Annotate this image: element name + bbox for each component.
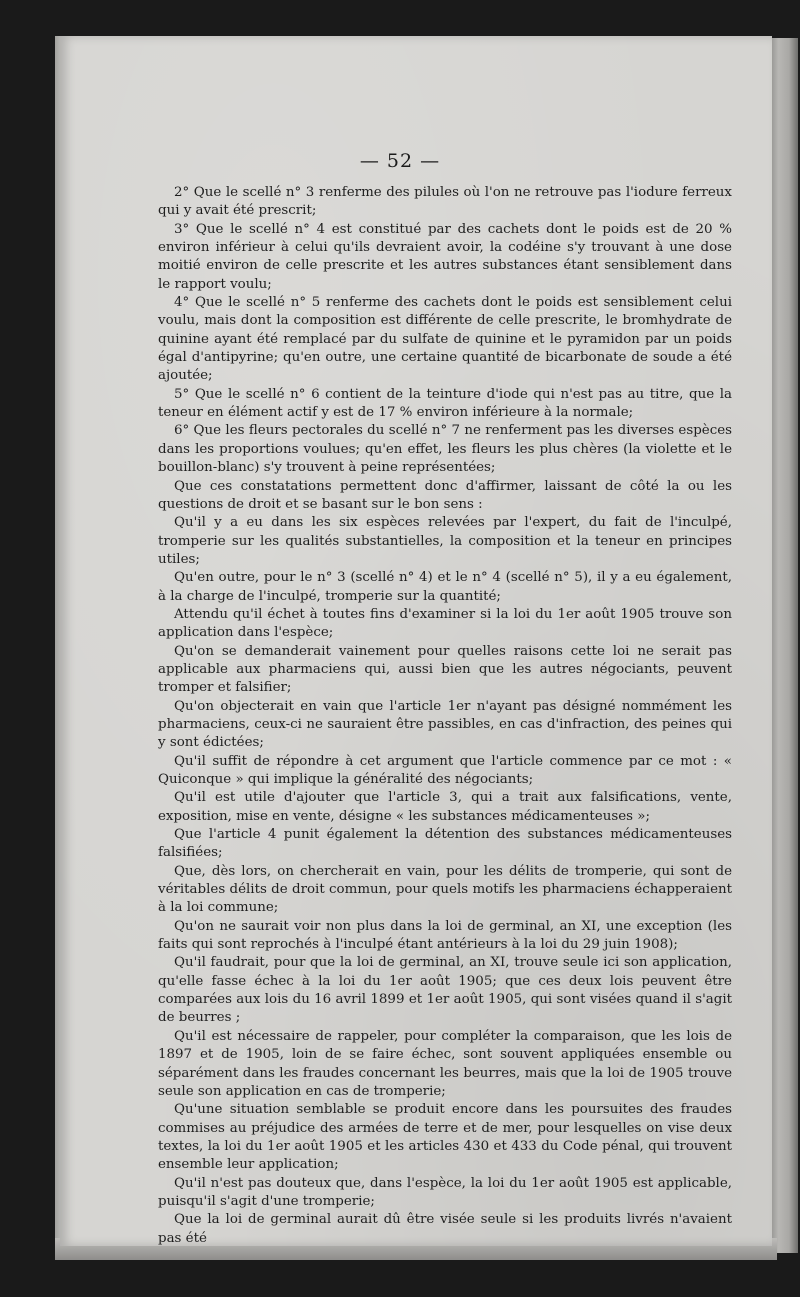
paragraph: Qu'en outre, pour le n° 3 (scellé n° 4) et le n° 4 (scellé n° 5), il y a eu également, à la charge de l'inculpé, tromperie sur la quantité; — [158, 570, 732, 604]
page-edge-right — [768, 38, 798, 1253]
paragraph: 3° Que le scellé n° 4 est constitué par des cachets dont le poids est de 20 % environ inférieur à celui qu'ils devraient avoir, la codéine s'y trouvant à une dose moitié environ de celle prescrite et les autres substances étant sensiblement dans le rapport voulu; — [158, 221, 732, 292]
paragraph: 4° Que le scellé n° 5 renferme des cachets dont le poids est sensiblement celui voulu, mais dont la composition est différente de celle prescrite, le bromhydrate de quinine ayant été remplacé par du sulfate de quinine et le pyramidon par un poids égal d'antipyrine; qu'en outre, une certaine quantité de bicarbonate de soude a été ajoutée; — [158, 295, 732, 384]
paragraph: Qu'il n'est pas douteux que, dans l'espèce, la loi du 1er août 1905 est applicable, puisqu'il s'agit d'une tromperie; — [158, 1175, 732, 1209]
paragraph: Qu'on se demanderait vainement pour quelles raisons cette loi ne serait pas applicable aux pharmaciens qui, aussi bien que les autres négociants, peuvent tromper et falsifier; — [158, 643, 732, 696]
paragraph: Qu'il suffit de répondre à cet argument que l'article commence par ce mot : « Quiconque » qui implique la généralité des négociants; — [158, 753, 732, 787]
paragraph: Qu'il est utile d'ajouter que l'article 3, qui a trait aux falsifications, vente, exposition, mise en vente, désigne « les substances médicamenteuses »; — [158, 790, 732, 824]
paragraph: 2° Que le scellé n° 3 renferme des pilules où l'on ne retrouve pas l'iodure ferreux qui y avait été prescrit; — [158, 185, 732, 219]
paragraph: 5° Que le scellé n° 6 contient de la teinture d'iode qui n'est pas au titre, que la teneur en élément actif y est de 17 % environ inférieure à la normale; — [158, 386, 732, 421]
paragraph: Qu'on ne saurait voir non plus dans la loi de germinal, an XI, une exception (les faits qui sont reprochés à l'inculpé étant antérieurs à la loi du 29 juin 1908); — [158, 918, 732, 953]
page-number: — 52 — — [359, 150, 441, 172]
paragraph: Que, dès lors, on chercherait en vain, pour les délits de tromperie, qui sont de véritables délits de droit commun, pour quels motifs les pharmaciens échapperaient à la loi commune; — [158, 863, 732, 916]
body-text — [158, 184, 732, 1248]
paragraph: 6° Que les fleurs pectorales du scellé n° 7 ne renferment pas les diverses espèces dans les proportions voulues; qu'en effet, les fleurs les plus chères (la violette et le bouillon-blanc) s'y trouvent à peine représentées; — [158, 423, 732, 476]
paragraph: Que ces constatations permettent donc d'affirmer, laissant de côté la ou les questions de droit et se basant sur le bon sens : — [158, 478, 732, 512]
paragraph: Qu'il est nécessaire de rappeler, pour compléter la comparaison, que les lois de 1897 et de 1905, loin de se faire échec, sont souvent appliquées ensemble ou séparément dans les fraudes concernant les beurres, mais que la loi de 1905 trouve seule son application en cas de tromperie; — [158, 1028, 732, 1099]
paragraph: Que la loi de germinal aurait dû être visée seule si les produits livrés n'avaient pas été — [158, 1212, 732, 1246]
paragraph: Qu'il faudrait, pour que la loi de germinal, an XI, trouve seule ici son application, qu'elle fasse échec à la loi du 1er août 1905; que ces deux lois peuvent être comparées aux lois du 16 avril 1899 et 1er août 1905, qui sont visées quand il s'agit de beurres ; — [158, 955, 732, 1026]
paragraph: Qu'une situation semblable se produit encore dans les poursuites des fraudes commises au préjudice des armées de terre et de mer, pour lesquelles on vise deux textes, la loi du 1er août 1905 et les articles 430 et 433 du Code pénal, qui trouvent ensemble leur application; — [158, 1102, 732, 1173]
paragraph: Que l'article 4 punit également la détention des substances médicamenteuses falsifiées; — [158, 827, 732, 861]
paragraph: Qu'il y a eu dans les six espèces relevées par l'expert, du fait de l'inculpé, tromperie sur les qualités substantielles, la composition et la teneur en principes utiles; — [158, 515, 732, 567]
paragraph: Qu'on objecterait en vain que l'article 1er n'ayant pas désigné nommément les pharmaciens, ceux-ci ne sauraient être passibles, en cas d'infraction, des peines qui y sont édictées; — [158, 698, 732, 751]
paragraph: Attendu qu'il échet à toutes fins d'examiner si la loi du 1er août 1905 trouve son application dans l'espèce; — [158, 606, 732, 641]
